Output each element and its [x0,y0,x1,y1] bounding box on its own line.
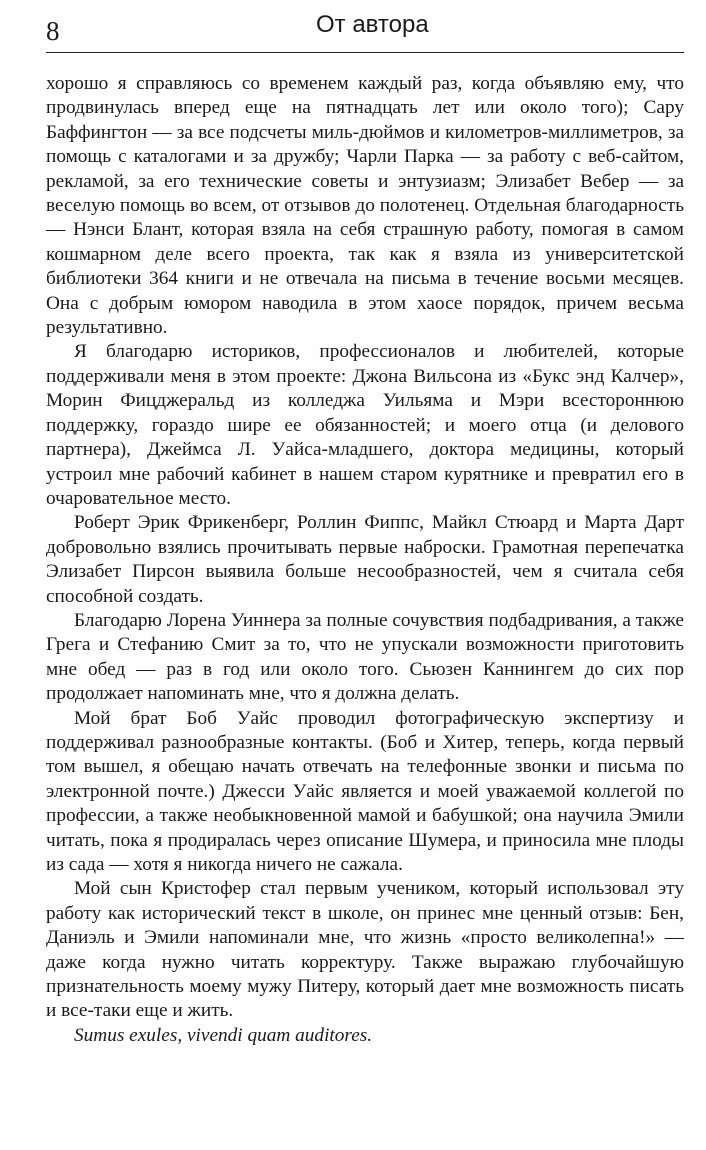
running-title: От автора [316,11,429,38]
header-rule [46,52,684,53]
page-number: 8 [46,16,60,46]
body-text [46,72,684,1048]
paragraph-son-husband: Мой сын Кристофер стал первым учеником, который использовал эту работу как исторический текст в школе, он принес мне ценный отзыв: Бен, Даниэль и Эмили напоминали мне, что жизнь «просто великолепна!» — даже когда нужно читать корректуру. Также выражаю глубочайшую признательность моему мужу Питеру, который дает мне возможность писать и все-таки еще и жить. [46,878,684,1022]
paragraph-friends: Благодарю Лорена Уиннера за полные сочувствия подбадривания, а также Грега и Стефанию Смит за то, что не упускали возможности приготовить мне обед — раз в год или около того. Сьюзен Каннингем до сих пор продолжает напоминать мне, что я должна делать. [46,609,684,705]
paragraph-readers: Роберт Эрик Фрикенберг, Роллин Фиппс, Майкл Стюард и Марта Дарт добровольно взялись прочитывать первые наброски. Грамотная перепечатка Элизабет Пирсон выявила больше несообразностей, чем я считала себя способной создать. [46,512,684,607]
paragraph-family: Мой брат Боб Уайс проводил фотографическую экспертизу и поддерживал разнообразные контакты. (Боб и Хитер, теперь, когда первый том вышел, я обещаю начать отвечать на телефонные звонки и письма по электронной почте.) Джесси Уайс является и моей уважаемой коллегой по профессии, а также необыкновенной мамой и бабушкой; она научила Эмили читать, пока я продиралась через описание Шумера, и приносила мне плоды из сада — хотя я никогда ничего не сажала. [46,707,684,875]
paragraph-historians: Я благодарю историков, профессионалов и любителей, которые поддерживали меня в этом проекте: Джона Вильсона из «Букс энд Калчер», Морин Фицджеральд из колледжа Уильяма и Мэри всестороннюю поддержку, гораздо шире ее обязанностей; и моего отца (и делового партнера), Джеймса Л. Уайса-младшего, доктора медицины, который устроил мне рабочий кабинет в нашем старом курятнике и превратил его в очаровательное место. [46,341,684,509]
running-head [46,10,684,50]
paragraph-continuation: хорошо я справляюсь со временем каждый раз, когда объявляю ему, что продвинулась вперед еще на пятнадцать лет или около того); Сару Баффингтон — за все подсчеты миль-дюймов и километров-миллиметров, за помощь с каталогами и за дружбу; Чарли Парка — за работу с веб-сайтом, рекламой, за его технические советы и энтузиазм; Элизабет Вебер — за веселую помощь во всем, от отзывов до полотенец. Отдельная благодарность — Нэнси Блант, которая взяла на себя страшную работу, помогая в самом кошмарном деле всего проекта, так как я взяла из университетской библиотеки 364 книги и не отвечала на письма в течение восьми месяцев. Она с добрым юмором наводила в этом хаосе порядок, причем весьма результативно. [46,73,684,339]
latin-motto: Sumus exules, vivendi quam auditores. [74,1024,373,1046]
